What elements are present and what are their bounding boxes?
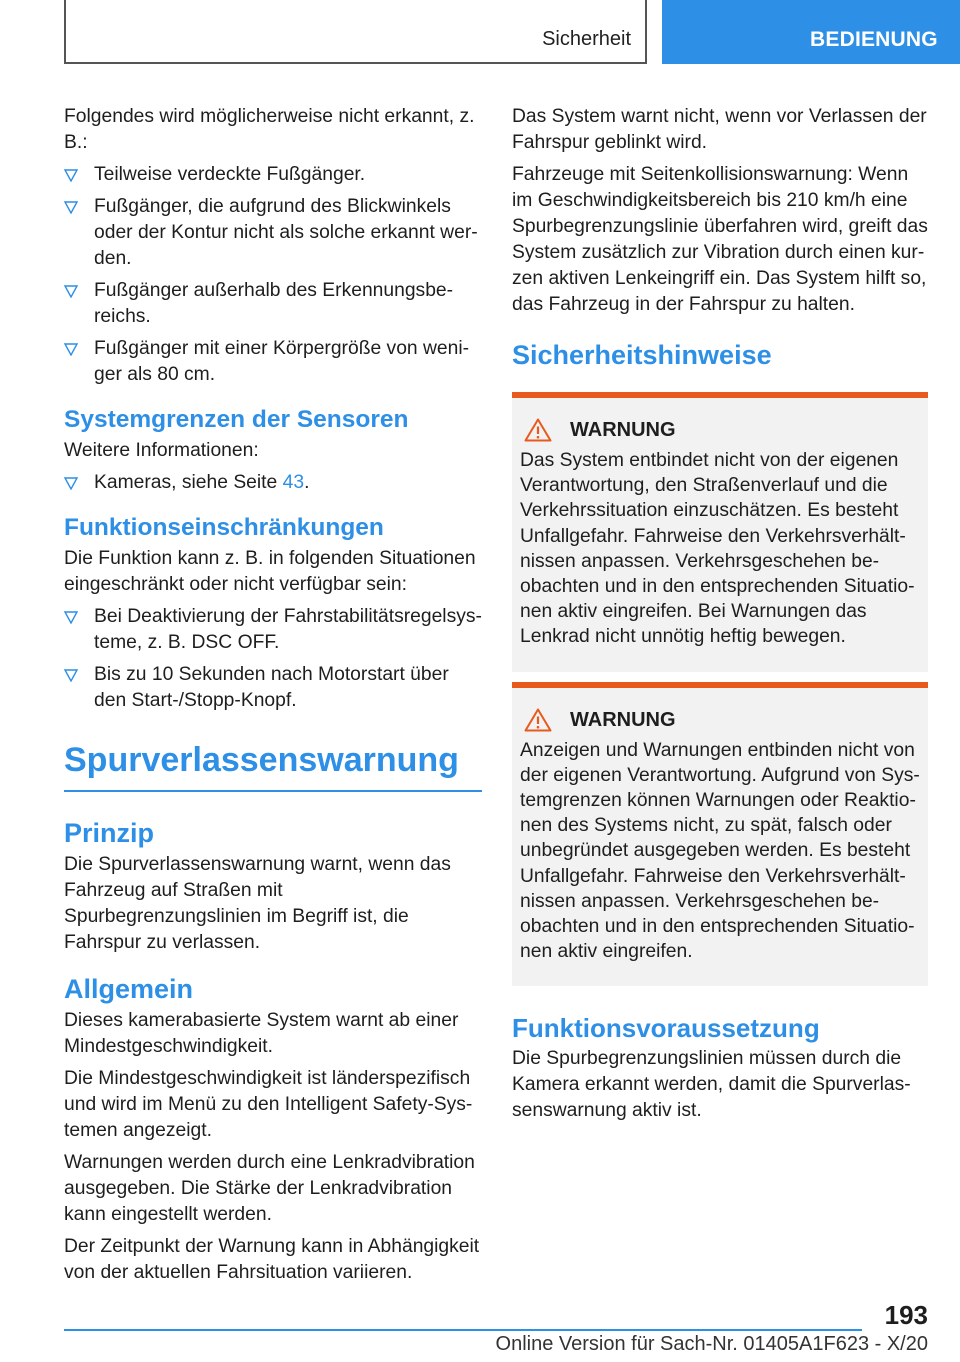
warning-title: WARNUNG [570, 419, 676, 441]
main-heading: Spurverlassenswarnung [64, 738, 482, 792]
warning-triangle-icon [524, 418, 552, 442]
prerequisite-heading: Funktionsvoraussetzung [512, 1013, 820, 1044]
list-item: Bis zu 10 Sekunden nach Motorstart über den Start-/Stopp-Knopf. [64, 662, 482, 714]
sensor-limits-heading: Systemgrenzen der Sensoren [64, 406, 409, 433]
function-limits-heading: Funktionseinschränkungen [64, 514, 384, 541]
list-item: Fußgänger mit einer Körpergröße von weniger als 80 cm. [64, 336, 482, 388]
bullet-triangle-icon [64, 477, 78, 490]
warning-triangle-icon [524, 708, 552, 732]
body-paragraph: Fahrzeuge mit Seitenkollisionswarnung: Wenn im Geschwindigkeitsbereich bis 210 km/h eine Spurbegrenzungslinie überfahren wird, greift das System zusätzlich zur Vibration durch einen kurzen aktiven Lenkeingriff ein. Das System hilft so, das Fahrzeug in der Fahrspur zu halten. [512, 164, 928, 315]
intro-text: Folgendes wird möglicherweise nicht erkannt, z. B.: [64, 106, 475, 153]
sensor-list [64, 470, 482, 496]
right-column [512, 104, 928, 1130]
principle-heading: Prinzip [64, 818, 155, 848]
body-paragraph: Das System warnt nicht, wenn vor Verlassen der Fahrspur geblinkt wird. [512, 106, 927, 153]
page-number: 193 [884, 1300, 928, 1330]
footer-text: Online Version für Sach-Nr. 01405A1F623 - X/20 [495, 1333, 928, 1355]
general-heading: Allgemein [64, 974, 194, 1004]
header-frame [64, 0, 647, 64]
general-paragraph: Die Mindestgeschwindigkeit ist länderspezifisch und wird im Menü zu den Intelligent Safety-Systemen angezeigt. [64, 1068, 473, 1141]
undetected-list [64, 162, 482, 388]
chapter-tab[interactable]: BEDIENUNG [662, 0, 960, 64]
warning-box [512, 392, 928, 672]
function-limits-list [64, 604, 482, 714]
warning-text: Das System entbindet nicht von der eigenen Verantwortung, den Straßenverlauf und die Verkehrssituation einzuschätzen. Es besteht Unfallgefahr. Fahrweise den Verkehrsverhältnissen anpassen. Verkehrsgeschehen beobachten und in den entsprechenden Situationen aktiv eingreifen. Bei Warnungen das Lenkrad nicht unnötig heftig bewegen. [520, 450, 915, 648]
list-item: Fußgänger, die aufgrund des Blickwinkels oder der Kontur nicht als solche erkannt werden. [64, 194, 482, 272]
bullet-triangle-icon [64, 169, 78, 182]
footer-divider [64, 1329, 862, 1331]
general-paragraph: Dieses kamerabasierte System warnt ab einer Mindestgeschwindigkeit. [64, 1010, 459, 1057]
bullet-triangle-icon [64, 201, 78, 214]
list-item: Kameras, siehe Seite 43. [64, 470, 482, 496]
general-paragraph: Warnungen werden durch eine Lenkradvibration ausgegeben. Die Stärke der Lenkradvibration kann eingestellt werden. [64, 1152, 475, 1225]
bullet-triangle-icon [64, 611, 78, 624]
warning-title: WARNUNG [570, 708, 676, 731]
safety-heading: Sicherheitshinweise [512, 340, 772, 370]
principle-text: Die Spurverlassenswarnung warnt, wenn das Fahrzeug auf Straßen mit Spurbegrenzungslinien im Begriff ist, die Fahrspur zu verlassen. [64, 854, 451, 953]
warning-box [512, 682, 928, 987]
page-link[interactable]: 43 [282, 472, 305, 493]
list-item: Bei Deaktivierung der Fahrstabilitätsregelsysteme, z. B. DSC OFF. [64, 604, 482, 656]
general-paragraph: Der Zeitpunkt der Warnung kann in Abhängigkeit von der aktuellen Fahrsituation variieren. [64, 1236, 480, 1283]
left-column [64, 104, 482, 1292]
sensor-limits-text: Weitere Informationen: [64, 440, 259, 461]
list-item: Fußgänger außerhalb des Erkennungsbereichs. [64, 278, 482, 330]
bullet-triangle-icon [64, 669, 78, 682]
list-item: Teilweise verdeckte Fußgänger. [64, 162, 482, 188]
section-title: Sicherheit [542, 28, 631, 50]
warning-text: Anzeigen und Warnungen entbinden nicht von der eigenen Verantwortung. Aufgrund von Systemgrenzen können Warnungen oder Reaktionen des Systems nicht, zu spät, falsch oder unbegründet ausgegeben werden. Es besteht Unfallgefahr. Fahrweise den Verkehrsverhältnissen anpassen. Verkehrsgeschehen beobachten und in den entsprechenden Situationen aktiv eingreifen. [520, 739, 920, 963]
bullet-triangle-icon [64, 343, 78, 356]
prerequisite-text: Die Spurbegrenzungslinien müssen durch die Kamera erkannt werden, damit die Spurverlassenswarnung aktiv ist. [512, 1048, 911, 1122]
bullet-triangle-icon [64, 285, 78, 298]
function-limits-text: Die Funktion kann z. B. in folgenden Situationen eingeschränkt oder nicht verfügbar sein: [64, 548, 476, 595]
